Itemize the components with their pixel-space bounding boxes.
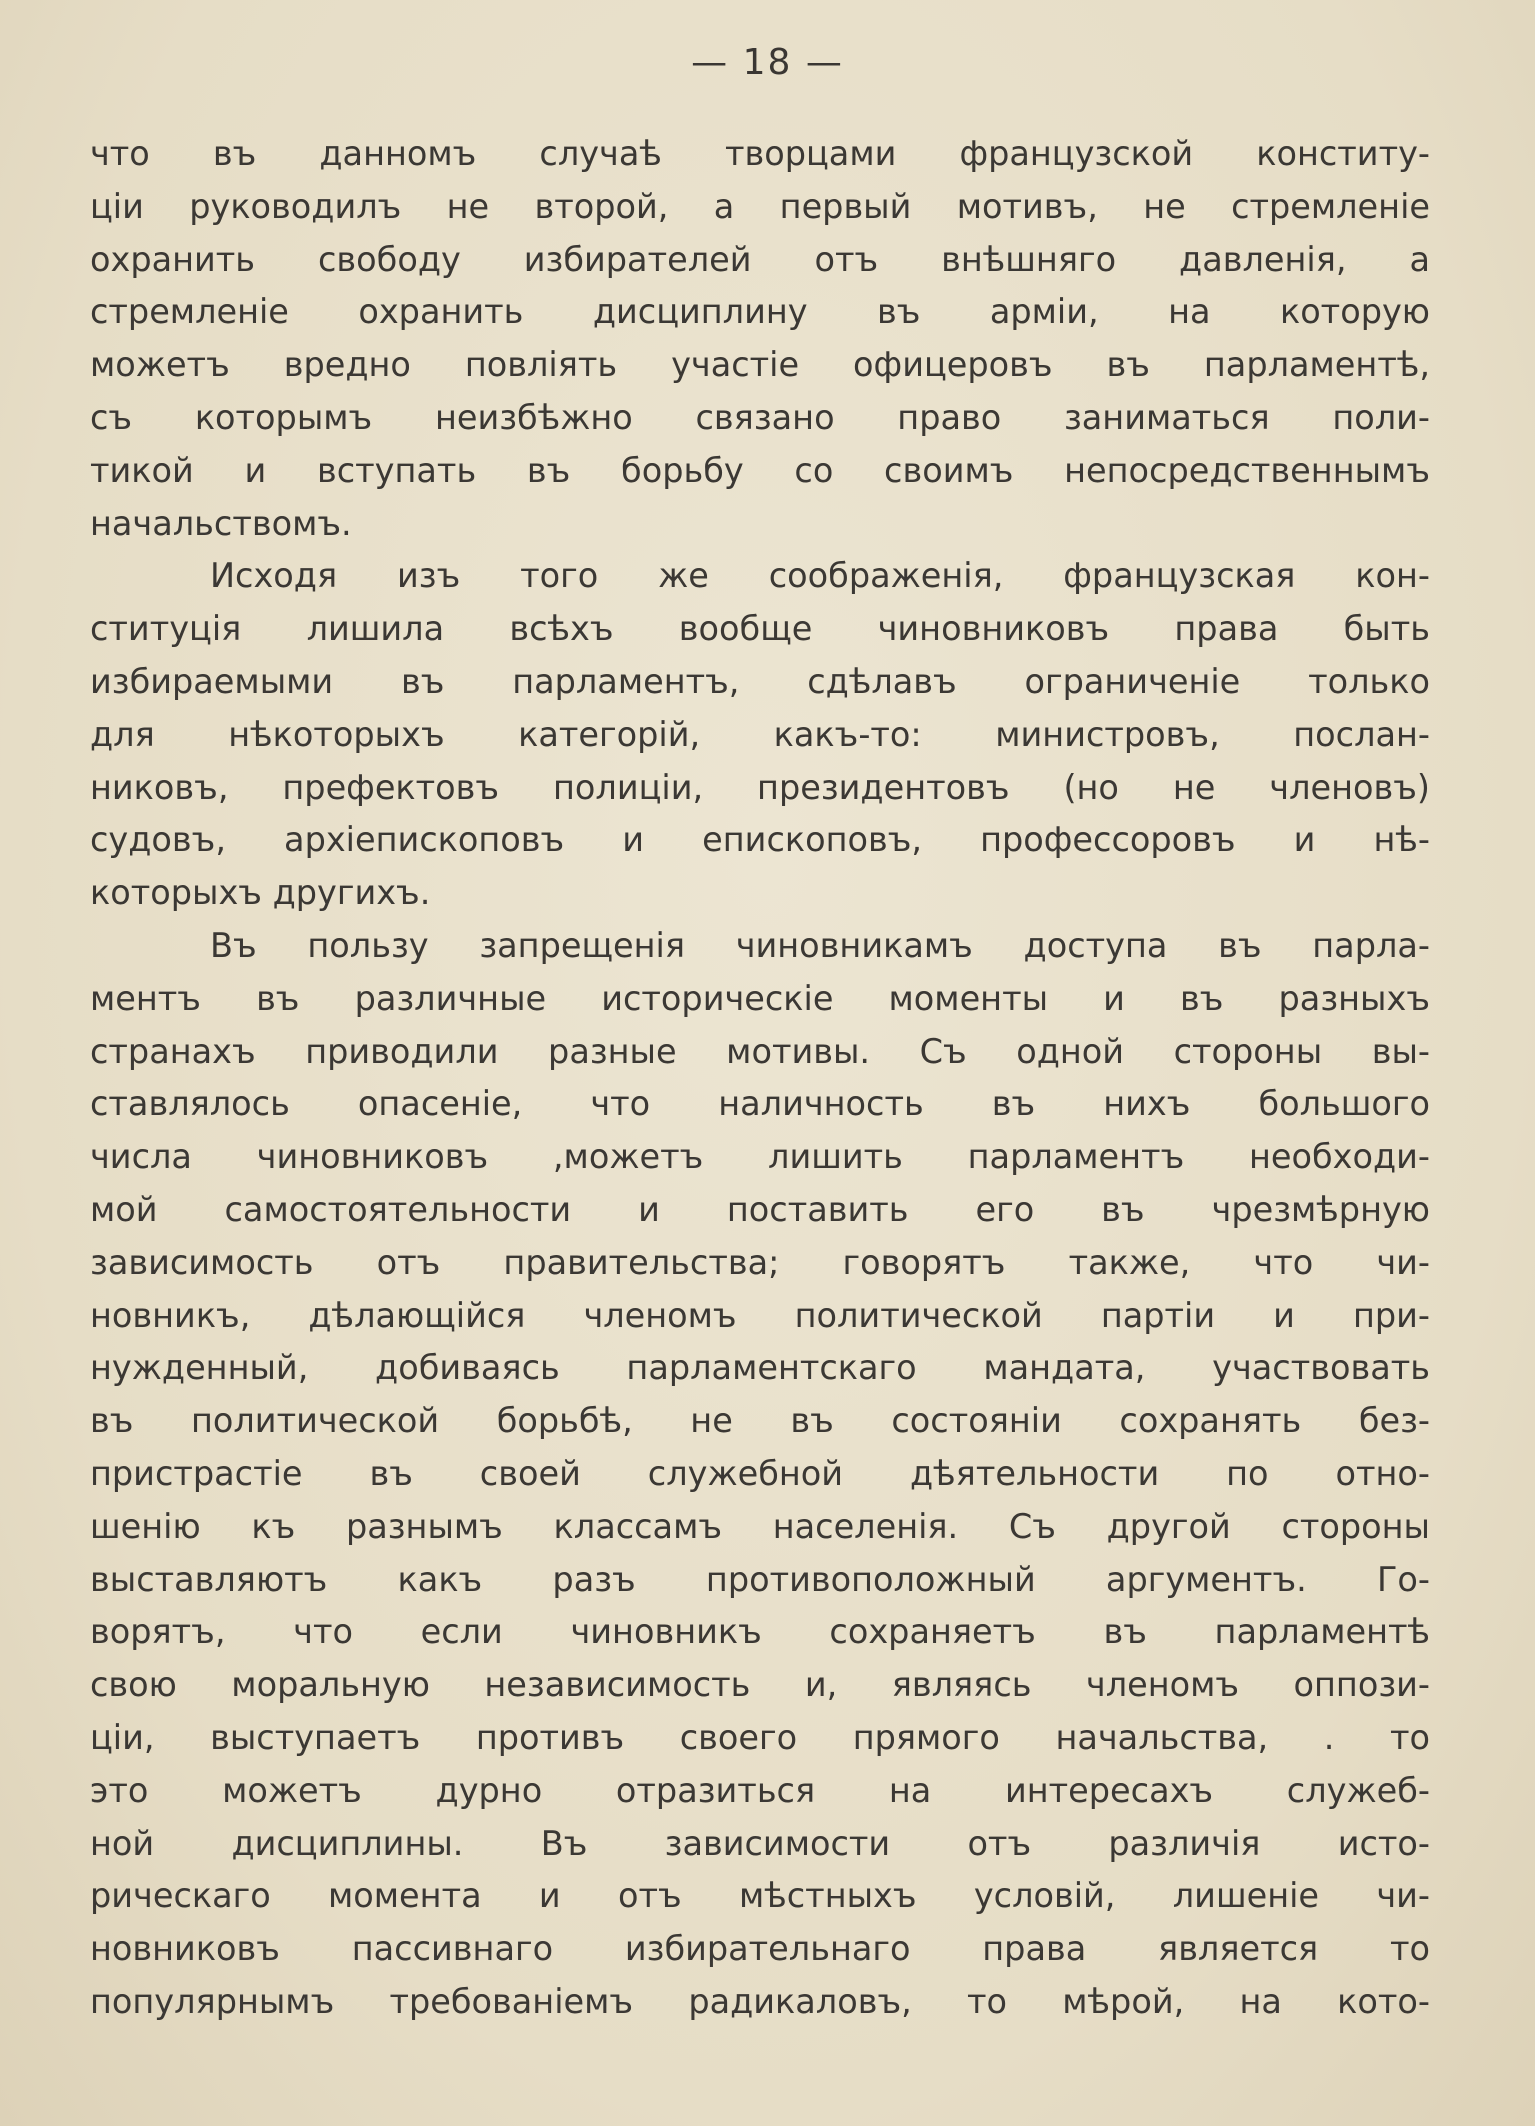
text-line: охранить свободу избирателей отъ внѣшняго давленія, а bbox=[90, 239, 1430, 279]
text-line: мой самостоятельности и поставить его въ чрезмѣрную bbox=[90, 1189, 1430, 1229]
text-line: свою моральную независимость и, являясь членомъ оппози- bbox=[90, 1665, 1430, 1705]
text-line: ворятъ, что если чиновникъ сохраняетъ въ парламентѣ bbox=[90, 1612, 1430, 1652]
text-line: ставлялось опасеніе, что наличность въ нихъ большого bbox=[90, 1084, 1430, 1124]
text-line: судовъ, архіепископовъ и епископовъ, профессоровъ и нѣ- bbox=[90, 820, 1430, 860]
text-line: съ которымъ неизбѣжно связано право заниматься поли- bbox=[90, 397, 1430, 437]
text-line: избираемыми въ парламентъ, сдѣлавъ ограниченіе только bbox=[90, 661, 1430, 701]
text-line: стремленіе охранить дисциплину въ арміи, на которую bbox=[90, 292, 1430, 332]
text-line: что въ данномъ случаѣ творцами французской конститу- bbox=[90, 134, 1430, 173]
text-line: тикой и вступать въ борьбу со своимъ непосредственнымъ bbox=[90, 450, 1430, 490]
text-line: популярнымъ требованіемъ радикаловъ, то мѣрой, на кото- bbox=[90, 1981, 1430, 2021]
text-line: ціи, выступаетъ противъ своего прямого начальства, . то bbox=[90, 1717, 1430, 1757]
text-line: ной дисциплины. Въ зависимости отъ различія исто- bbox=[90, 1823, 1430, 1863]
text-line: числа чиновниковъ ,можетъ лишить парламентъ необходи- bbox=[90, 1137, 1430, 1177]
text-line: для нѣкоторыхъ категорій, какъ-то: министровъ, послан- bbox=[90, 714, 1430, 754]
text-line: ституція лишила всѣхъ вообще чиновниковъ права быть bbox=[90, 609, 1430, 649]
text-line: новникъ, дѣлающійся членомъ политической партіи и при- bbox=[90, 1295, 1430, 1335]
text-line: начальствомъ. bbox=[90, 503, 352, 543]
text-line: рическаго момента и отъ мѣстныхъ условій, лишеніе чи- bbox=[90, 1876, 1430, 1916]
text-line: пристрастіе въ своей служебной дѣятельности по отно- bbox=[90, 1453, 1430, 1493]
text-line: ментъ въ различные историческіе моменты и въ разныхъ bbox=[90, 978, 1430, 1018]
text-line: Въ пользу запрещенія чиновникамъ доступа въ парла- bbox=[210, 925, 1430, 965]
text-line: которыхъ другихъ. bbox=[90, 873, 431, 913]
text-line: никовъ, префектовъ полиціи, президентовъ (но не членовъ) bbox=[90, 767, 1430, 807]
text-line: выставляютъ какъ разъ противоположный аргументъ. Го- bbox=[90, 1559, 1430, 1599]
text-line: ціи руководилъ не второй, а первый мотивъ, не стремленіе bbox=[90, 186, 1430, 226]
text-line: Исходя изъ того же соображенія, французская кон- bbox=[210, 556, 1430, 596]
page-number: — 18 — bbox=[691, 42, 844, 83]
body-text bbox=[90, 128, 1430, 2029]
text-line: это можетъ дурно отразиться на интересахъ служеб- bbox=[90, 1770, 1430, 1810]
text-line: можетъ вредно повліять участіе офицеровъ въ парламентѣ, bbox=[90, 345, 1430, 385]
text-line: странахъ приводили разные мотивы. Съ одной стороны вы- bbox=[90, 1031, 1430, 1071]
text-line: зависимость отъ правительства; говорятъ также, что чи- bbox=[90, 1242, 1430, 1282]
text-line: новниковъ пассивнаго избирательнаго права является то bbox=[90, 1929, 1430, 1969]
text-line: въ политической борьбѣ, не въ состояніи сохранять без- bbox=[90, 1401, 1430, 1441]
text-line: нужденный, добиваясь парламентскаго мандата, участвовать bbox=[90, 1348, 1430, 1388]
text-line: шенію къ разнымъ классамъ населенія. Съ другой стороны bbox=[90, 1506, 1430, 1546]
